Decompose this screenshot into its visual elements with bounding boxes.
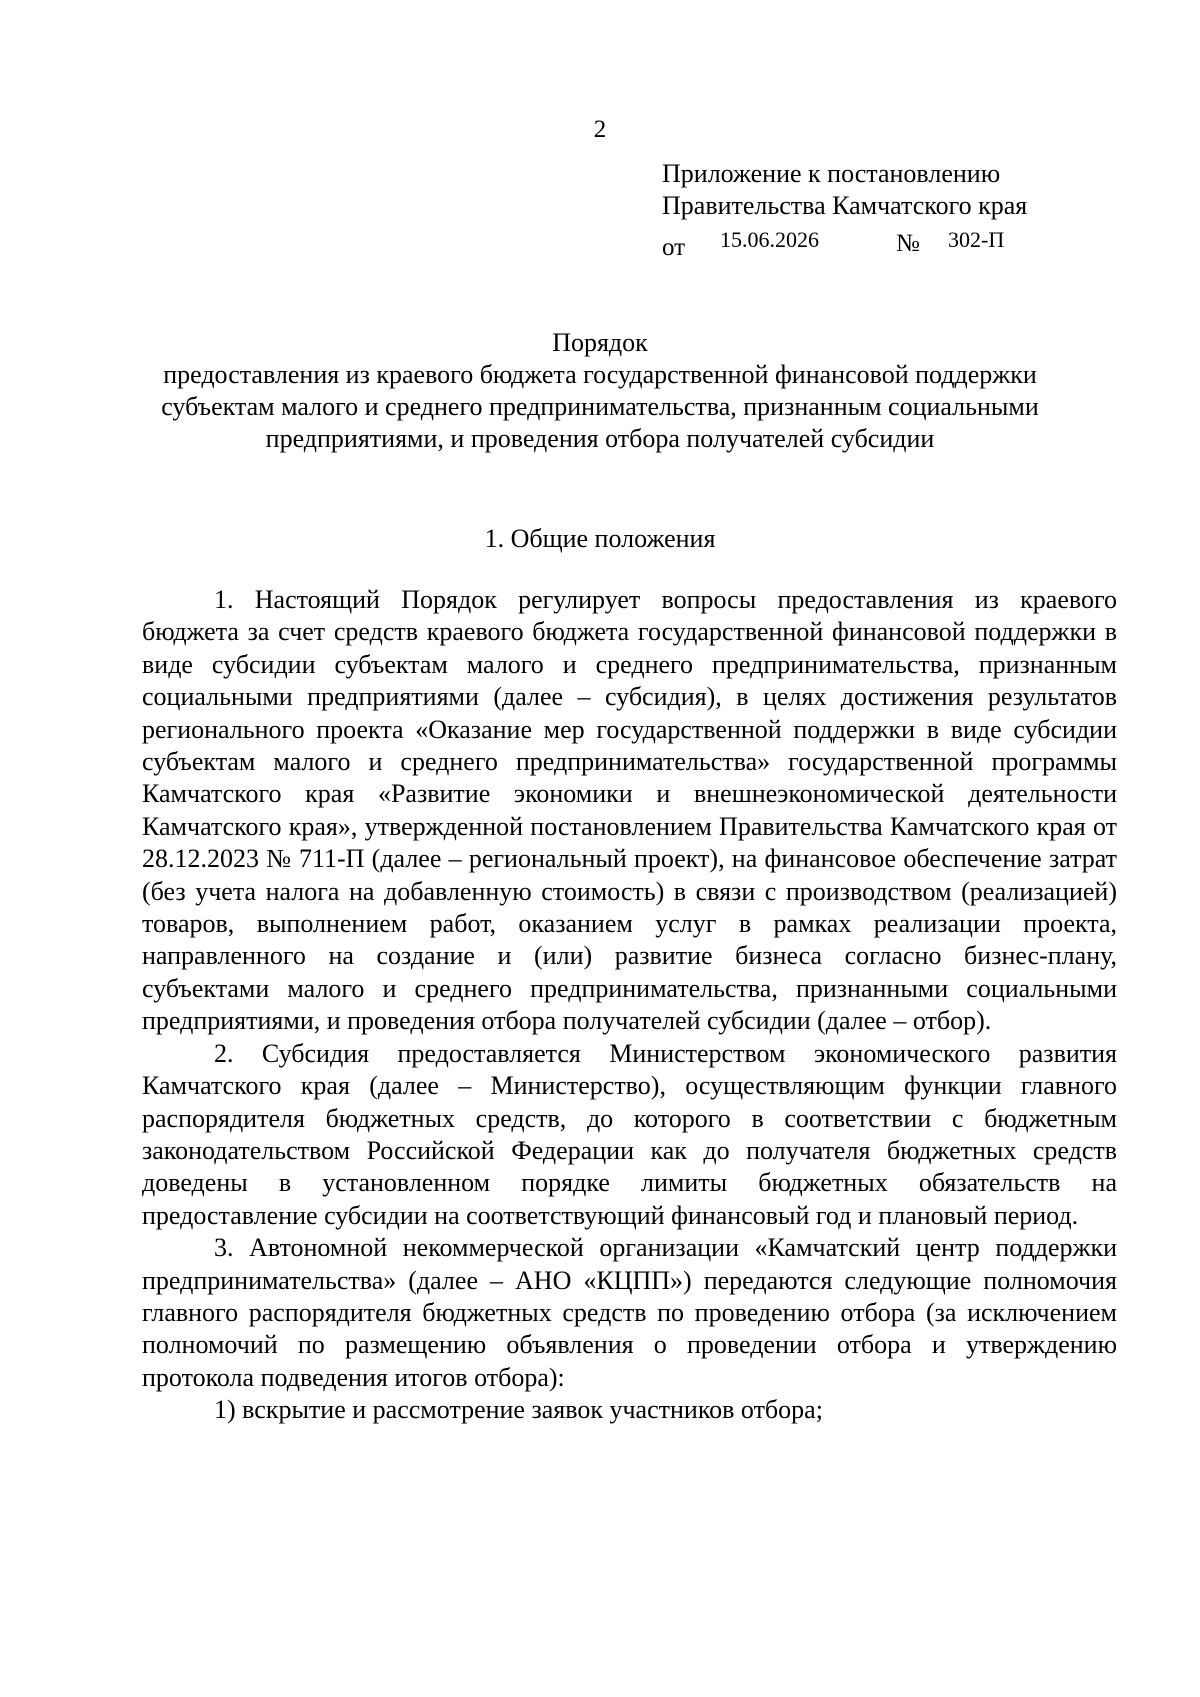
- paragraph: 1) вскрытие и рассмотрение заявок участников отбора;: [214, 1395, 823, 1425]
- resolution-date: 15.06.2026: [720, 227, 819, 252]
- title-line-3: субъектам малого и среднего предпринимательства, признанным социальными: [161, 392, 1039, 421]
- paragraph: 2. Субсидия предоставляется Министерством экономического развития Камчатского края (далее – Министерство), осуществляющим функции главного распорядителя бюджетных средств, до которого в соответствии с бюджетным законодательством Российской Федерации как до получателя бюджетных средств доведены в установленном порядке лимиты бюджетных обязательств на предоставление субсидии на соответствующий финансовый год и плановый период.: [142, 1038, 1117, 1230]
- title-line-2: предоставления из краевого бюджета государственной финансовой поддержки: [163, 360, 1037, 389]
- number-sign: №: [896, 230, 920, 257]
- appendix-block: [662, 158, 1028, 261]
- page-number: 2: [593, 116, 607, 143]
- title-line-4: предприятиями, и проведения отбора получателей субсидии: [265, 424, 935, 453]
- paragraph: 3. Автономной некоммерческой организации «Камчатский центр поддержки предпринимательства» (далее – АНО «КЦПП») передаются следующие полномочия главного распорядителя бюджетных средств по проведению отбора (за исключением полномочий по размещению объявления о проведении отбора и утверждению протокола подведения итогов отбора):: [142, 1233, 1117, 1392]
- paragraph: 1. Настоящий Порядок регулирует вопросы предоставления из краевого бюджета за счет средств краевого бюджета государственной финансовой поддержки в виде субсидии субъектам малого и среднего предпринимательства, признанным социальными предприятиями (далее – субсидия), в целях достижения результатов регионального проекта «Оказание мер государственной поддержки в виде субсидии субъектам малого и среднего предпринимательства» государственной программы Камчатского края «Развитие экономики и внешнеэкономической деятельности Камчатского края», утвержденной постановлением Правительства Камчатского края от 28.12.2023 № 711-П (далее – региональный проект), на финансовое обеспечение затрат (без учета налога на добавленную стоимость) в связи с производством (реализацией) товаров, выполнением работ, оказанием услуг в рамках реализации проекта, направленного на создание и (или) развитие бизнеса согласно бизнес-плану, субъектами малого и среднего предпринимательства, признанными социальными предприятиями, и проведения отбора получателей субсидии (далее – отбор).: [142, 585, 1117, 1036]
- appendix-line-1: Приложение к постановлению: [662, 159, 1001, 188]
- appendix-line-2: Правительства Камчатского края: [662, 191, 1028, 220]
- ot-label: от: [662, 234, 686, 261]
- document-title: [120, 327, 1080, 455]
- resolution-number: 302-П: [948, 227, 1005, 252]
- section-heading: 1. Общие положения: [484, 524, 716, 553]
- resolution-reference: [662, 224, 1027, 261]
- body-text: [142, 584, 1117, 1427]
- title-line-1: Порядок: [552, 328, 648, 357]
